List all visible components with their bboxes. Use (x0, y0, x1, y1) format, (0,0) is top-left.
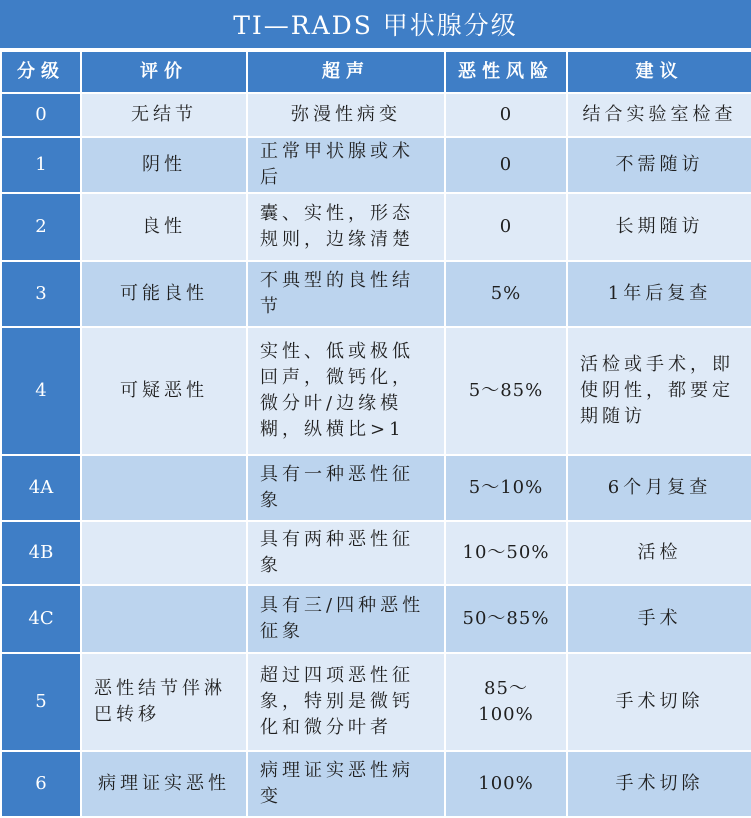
header-grade: 分级 (1, 51, 81, 93)
ultrasound-cell: 正常甲状腺或术后 (247, 137, 445, 193)
advice-cell: 不需随访 (567, 137, 751, 193)
grade-cell: 3 (1, 261, 81, 327)
ultrasound-cell: 弥漫性病变 (247, 93, 445, 137)
table-row (1, 137, 751, 193)
grade-cell: 2 (1, 193, 81, 261)
evaluation-cell (81, 455, 247, 521)
evaluation-cell (81, 585, 247, 653)
advice-cell: 活检或手术，即使阴性，都要定期随访 (567, 327, 751, 455)
evaluation-cell: 无结节 (81, 93, 247, 137)
table-row (1, 93, 751, 137)
risk-cell: 85～100% (445, 653, 567, 751)
grade-cell: 4A (1, 455, 81, 521)
evaluation-cell: 病理证实恶性 (81, 751, 247, 817)
risk-cell: 10～50% (445, 521, 567, 585)
ultrasound-cell: 具有三/四种恶性征象 (247, 585, 445, 653)
advice-cell: 6个月复查 (567, 455, 751, 521)
risk-cell: 0 (445, 193, 567, 261)
table-row (1, 455, 751, 521)
advice-cell: 手术切除 (567, 751, 751, 817)
ultrasound-cell: 实性、低或极低回声，微钙化，微分叶/边缘模糊，纵横比>1 (247, 327, 445, 455)
ultrasound-cell: 囊、实性，形态规则，边缘清楚 (247, 193, 445, 261)
table-title: TI—RADS 甲状腺分级 (0, 0, 751, 50)
table-row (1, 585, 751, 653)
risk-cell: 5% (445, 261, 567, 327)
evaluation-cell (81, 521, 247, 585)
header-risk: 恶性风险 (445, 51, 567, 93)
grade-cell: 6 (1, 751, 81, 817)
grade-cell: 4C (1, 585, 81, 653)
header-ultrasound: 超声 (247, 51, 445, 93)
ultrasound-cell: 不典型的良性结节 (247, 261, 445, 327)
evaluation-cell: 恶性结节伴淋巴转移 (81, 653, 247, 751)
evaluation-cell: 可能良性 (81, 261, 247, 327)
advice-cell: 手术 (567, 585, 751, 653)
risk-cell: 100% (445, 751, 567, 817)
risk-cell: 50～85% (445, 585, 567, 653)
table-row (1, 327, 751, 455)
risk-cell: 0 (445, 93, 567, 137)
evaluation-cell: 阴性 (81, 137, 247, 193)
grade-cell: 0 (1, 93, 81, 137)
ti-rads-table (0, 50, 751, 818)
evaluation-cell: 良性 (81, 193, 247, 261)
advice-cell: 活检 (567, 521, 751, 585)
table-row (1, 751, 751, 817)
advice-cell: 结合实验室检查 (567, 93, 751, 137)
ultrasound-cell: 具有两种恶性征象 (247, 521, 445, 585)
table-row (1, 261, 751, 327)
risk-cell: 5～10% (445, 455, 567, 521)
advice-cell: 1年后复查 (567, 261, 751, 327)
header-advice: 建议 (567, 51, 751, 93)
header-row (1, 51, 751, 93)
advice-cell: 手术切除 (567, 653, 751, 751)
header-evaluation: 评价 (81, 51, 247, 93)
advice-cell: 长期随访 (567, 193, 751, 261)
grade-cell: 1 (1, 137, 81, 193)
ultrasound-cell: 具有一种恶性征象 (247, 455, 445, 521)
table-row (1, 653, 751, 751)
grade-cell: 5 (1, 653, 81, 751)
grade-cell: 4 (1, 327, 81, 455)
grade-cell: 4B (1, 521, 81, 585)
ultrasound-cell: 超过四项恶性征象，特别是微钙化和微分叶者 (247, 653, 445, 751)
evaluation-cell: 可疑恶性 (81, 327, 247, 455)
table-row (1, 193, 751, 261)
ultrasound-cell: 病理证实恶性病变 (247, 751, 445, 817)
table-row (1, 521, 751, 585)
risk-cell: 5～85% (445, 327, 567, 455)
risk-cell: 0 (445, 137, 567, 193)
